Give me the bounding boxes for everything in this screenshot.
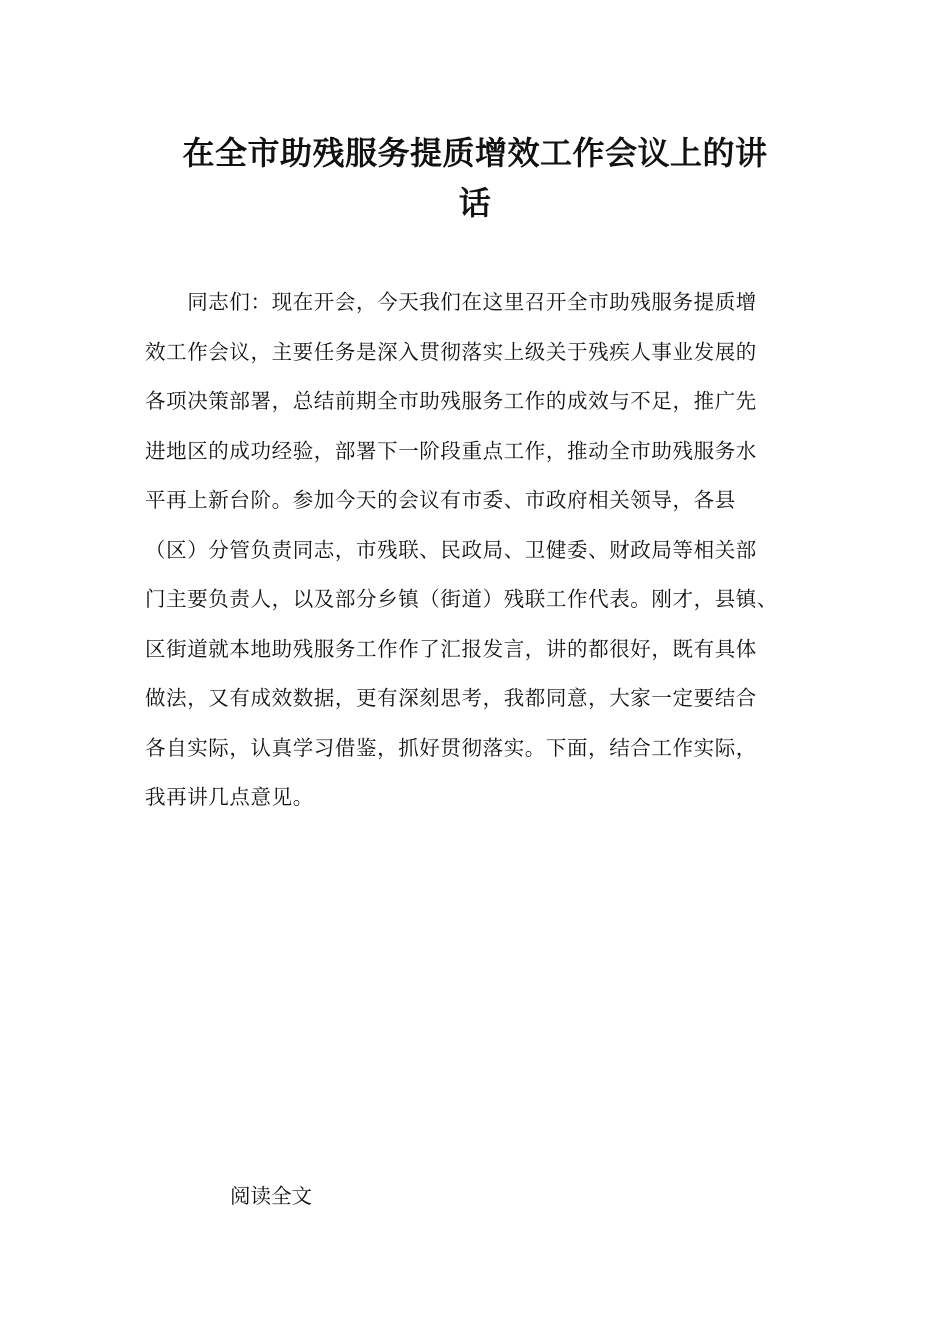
body-line: 做法，又有成效数据，更有深刻思考，我都同意，大家一定要结合 [145, 686, 757, 710]
body-line: 我再讲几点意见。 [145, 785, 314, 809]
body-line: 门主要负责人，以及部分乡镇（街道）残联工作代表。刚才，县镇、 [145, 587, 778, 611]
document-title [150, 128, 800, 228]
body-line: 平再上新台阶。参加今天的会议有市委、市政府相关领导，各县 [145, 488, 736, 512]
body-line: 效工作会议，主要任务是深入贯彻落实上级关于残疾人事业发展的 [145, 339, 757, 364]
body-line: （区）分管负责同志，市残联、民政局、卫健委、财政局等相关部 [145, 537, 757, 562]
body-line: 各自实际，认真学习借鉴，抓好贯彻落实。下面，结合工作实际， [145, 735, 757, 760]
title-line: 在全市助残服务提质增效工作会议上的讲 [182, 134, 768, 172]
document-body [145, 278, 810, 823]
title-line: 话 [458, 184, 492, 222]
body-line: 各项决策部署，总结前期全市助残服务工作的成效与不足，推广先 [145, 389, 757, 413]
read-more-link[interactable]: 阅读全文 [230, 1184, 312, 1208]
body-line: 同志们：现在开会，今天我们在这里召开全市助残服务提质增 [145, 290, 757, 314]
body-line: 区街道就本地助残服务工作作了汇报发言，讲的都很好，既有具体 [145, 636, 757, 661]
body-line: 进地区的成功经验，部署下一阶段重点工作，推动全市助残服务水 [145, 438, 757, 463]
